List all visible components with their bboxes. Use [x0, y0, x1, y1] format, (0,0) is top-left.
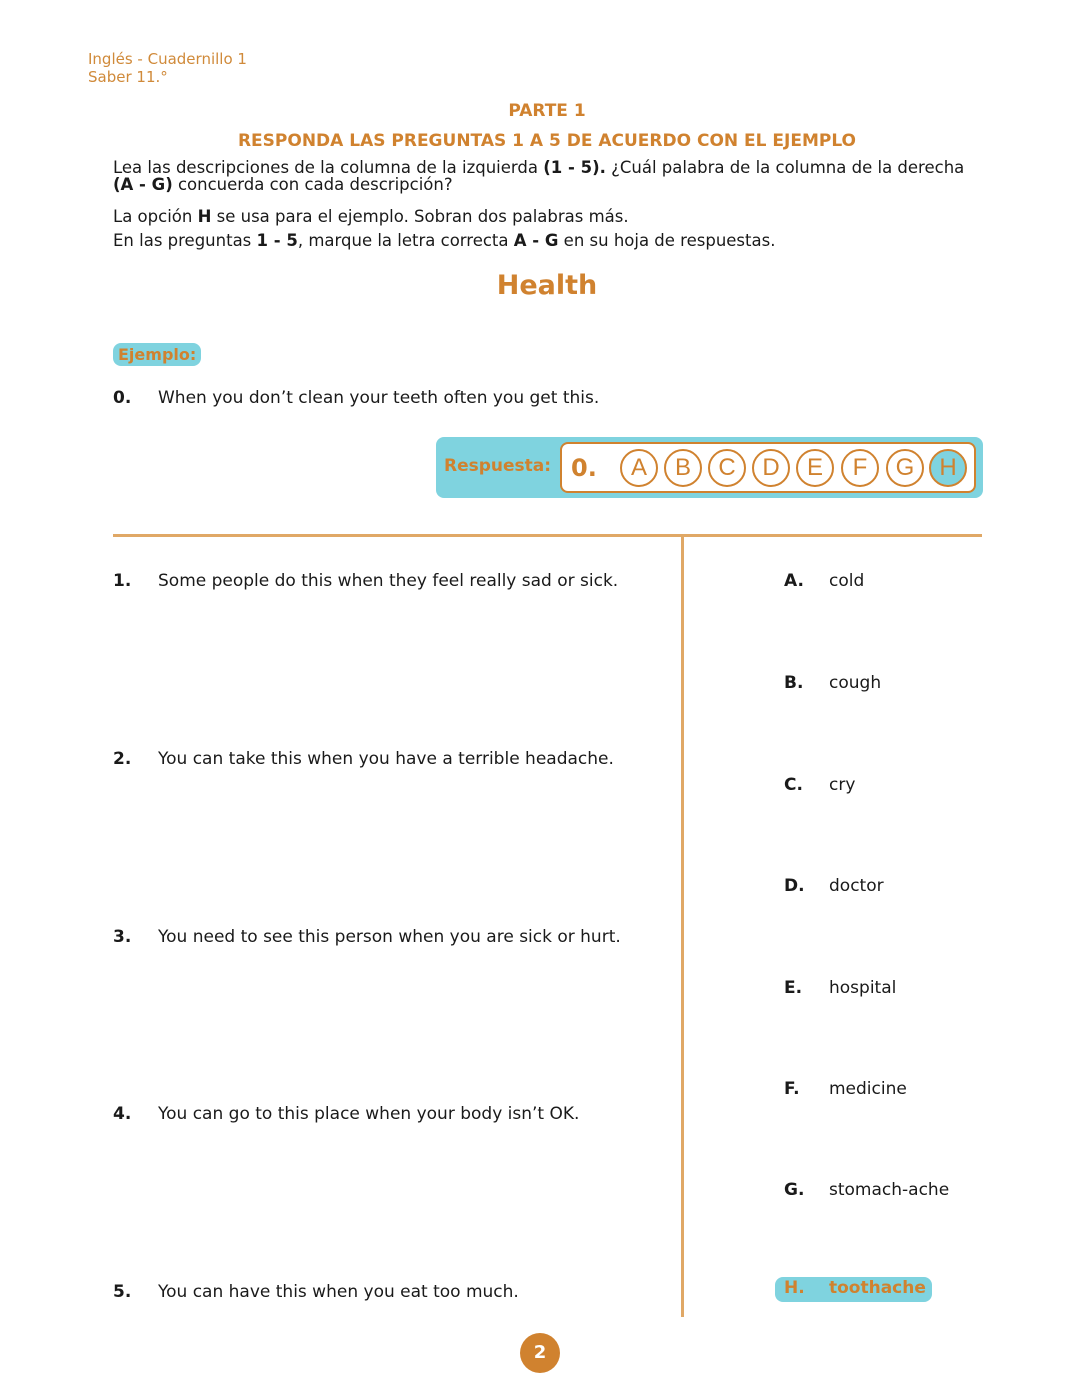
answer-bubble-d[interactable]: D — [752, 449, 790, 487]
question-text: You can have this when you eat too much. — [158, 1282, 519, 1302]
question-text: You need to see this person when you are sick or hurt. — [158, 927, 621, 947]
question-number: 4. — [113, 1104, 132, 1124]
question-text: Some people do this when they feel really sad or sick. — [158, 571, 619, 591]
column-divider — [681, 537, 684, 1317]
question-number: 0. — [113, 388, 132, 408]
answer-bubble-c[interactable]: C — [708, 449, 746, 487]
header-exam: Saber 11.° — [88, 68, 168, 86]
answer-number: 0. — [571, 454, 597, 482]
question-number: 1. — [113, 571, 132, 591]
answer-bubbles-row — [560, 442, 976, 493]
option-letter: C. — [784, 775, 803, 795]
option-word: cry — [829, 775, 856, 795]
intro-paragraph: Lea las descripciones de la columna de la izquierda (1 - 5). ¿Cuál palabra de la columna de la derecha (A - G) concuerda con cada descripción? — [113, 158, 965, 194]
option-letter: F. — [784, 1079, 800, 1099]
question-text: When you don’t clean your teeth often you get this. — [158, 388, 600, 408]
question-text: You can go to this place when your body isn’t OK. — [158, 1104, 580, 1124]
intro-answer-instructions: En las preguntas 1 - 5, marque la letra correcta A - G en su hoja de respuestas. — [113, 231, 776, 250]
option-letter: A. — [784, 571, 804, 591]
answer-label: Respuesta: — [444, 456, 552, 476]
option-word: stomach-ache — [829, 1180, 950, 1200]
option-letter: H. — [784, 1278, 805, 1298]
question-number: 2. — [113, 749, 132, 769]
option-word: cold — [829, 571, 865, 591]
answer-bubble-f[interactable]: F — [841, 449, 879, 487]
answer-bubble-b[interactable]: B — [664, 449, 702, 487]
topic-title: Health — [496, 270, 598, 301]
option-letter: E. — [784, 978, 803, 998]
option-letter: B. — [784, 673, 804, 693]
intro-option-h-note: La opción H se usa para el ejemplo. Sobran dos palabras más. — [113, 207, 629, 226]
option-word: hospital — [829, 978, 897, 998]
option-word: toothache — [829, 1278, 926, 1298]
page-number-badge: 2 — [520, 1333, 560, 1373]
answer-bubble-g[interactable]: G — [886, 449, 924, 487]
answer-bubble-h-selected[interactable]: H — [929, 449, 967, 487]
part-title: PARTE 1 — [508, 101, 586, 121]
option-word: cough — [829, 673, 882, 693]
answer-bubble-a[interactable]: A — [620, 449, 658, 487]
horizontal-divider — [113, 534, 982, 537]
option-h-example — [775, 1277, 932, 1302]
instructions-title: RESPONDA LAS PREGUNTAS 1 A 5 DE ACUERDO CON EL EJEMPLO — [237, 131, 857, 151]
option-word: doctor — [829, 876, 884, 896]
example-answer-box — [436, 437, 983, 498]
question-text: You can take this when you have a terrible headache. — [158, 749, 614, 769]
option-word: medicine — [829, 1079, 907, 1099]
document-header — [88, 50, 247, 86]
question-number: 3. — [113, 927, 132, 947]
option-letter: G. — [784, 1180, 805, 1200]
example-tag: Ejemplo: — [113, 343, 201, 366]
option-letter: D. — [784, 876, 805, 896]
answer-bubble-e[interactable]: E — [796, 449, 834, 487]
header-booklet: Inglés - Cuadernillo 1 — [88, 50, 247, 68]
question-number: 5. — [113, 1282, 132, 1302]
